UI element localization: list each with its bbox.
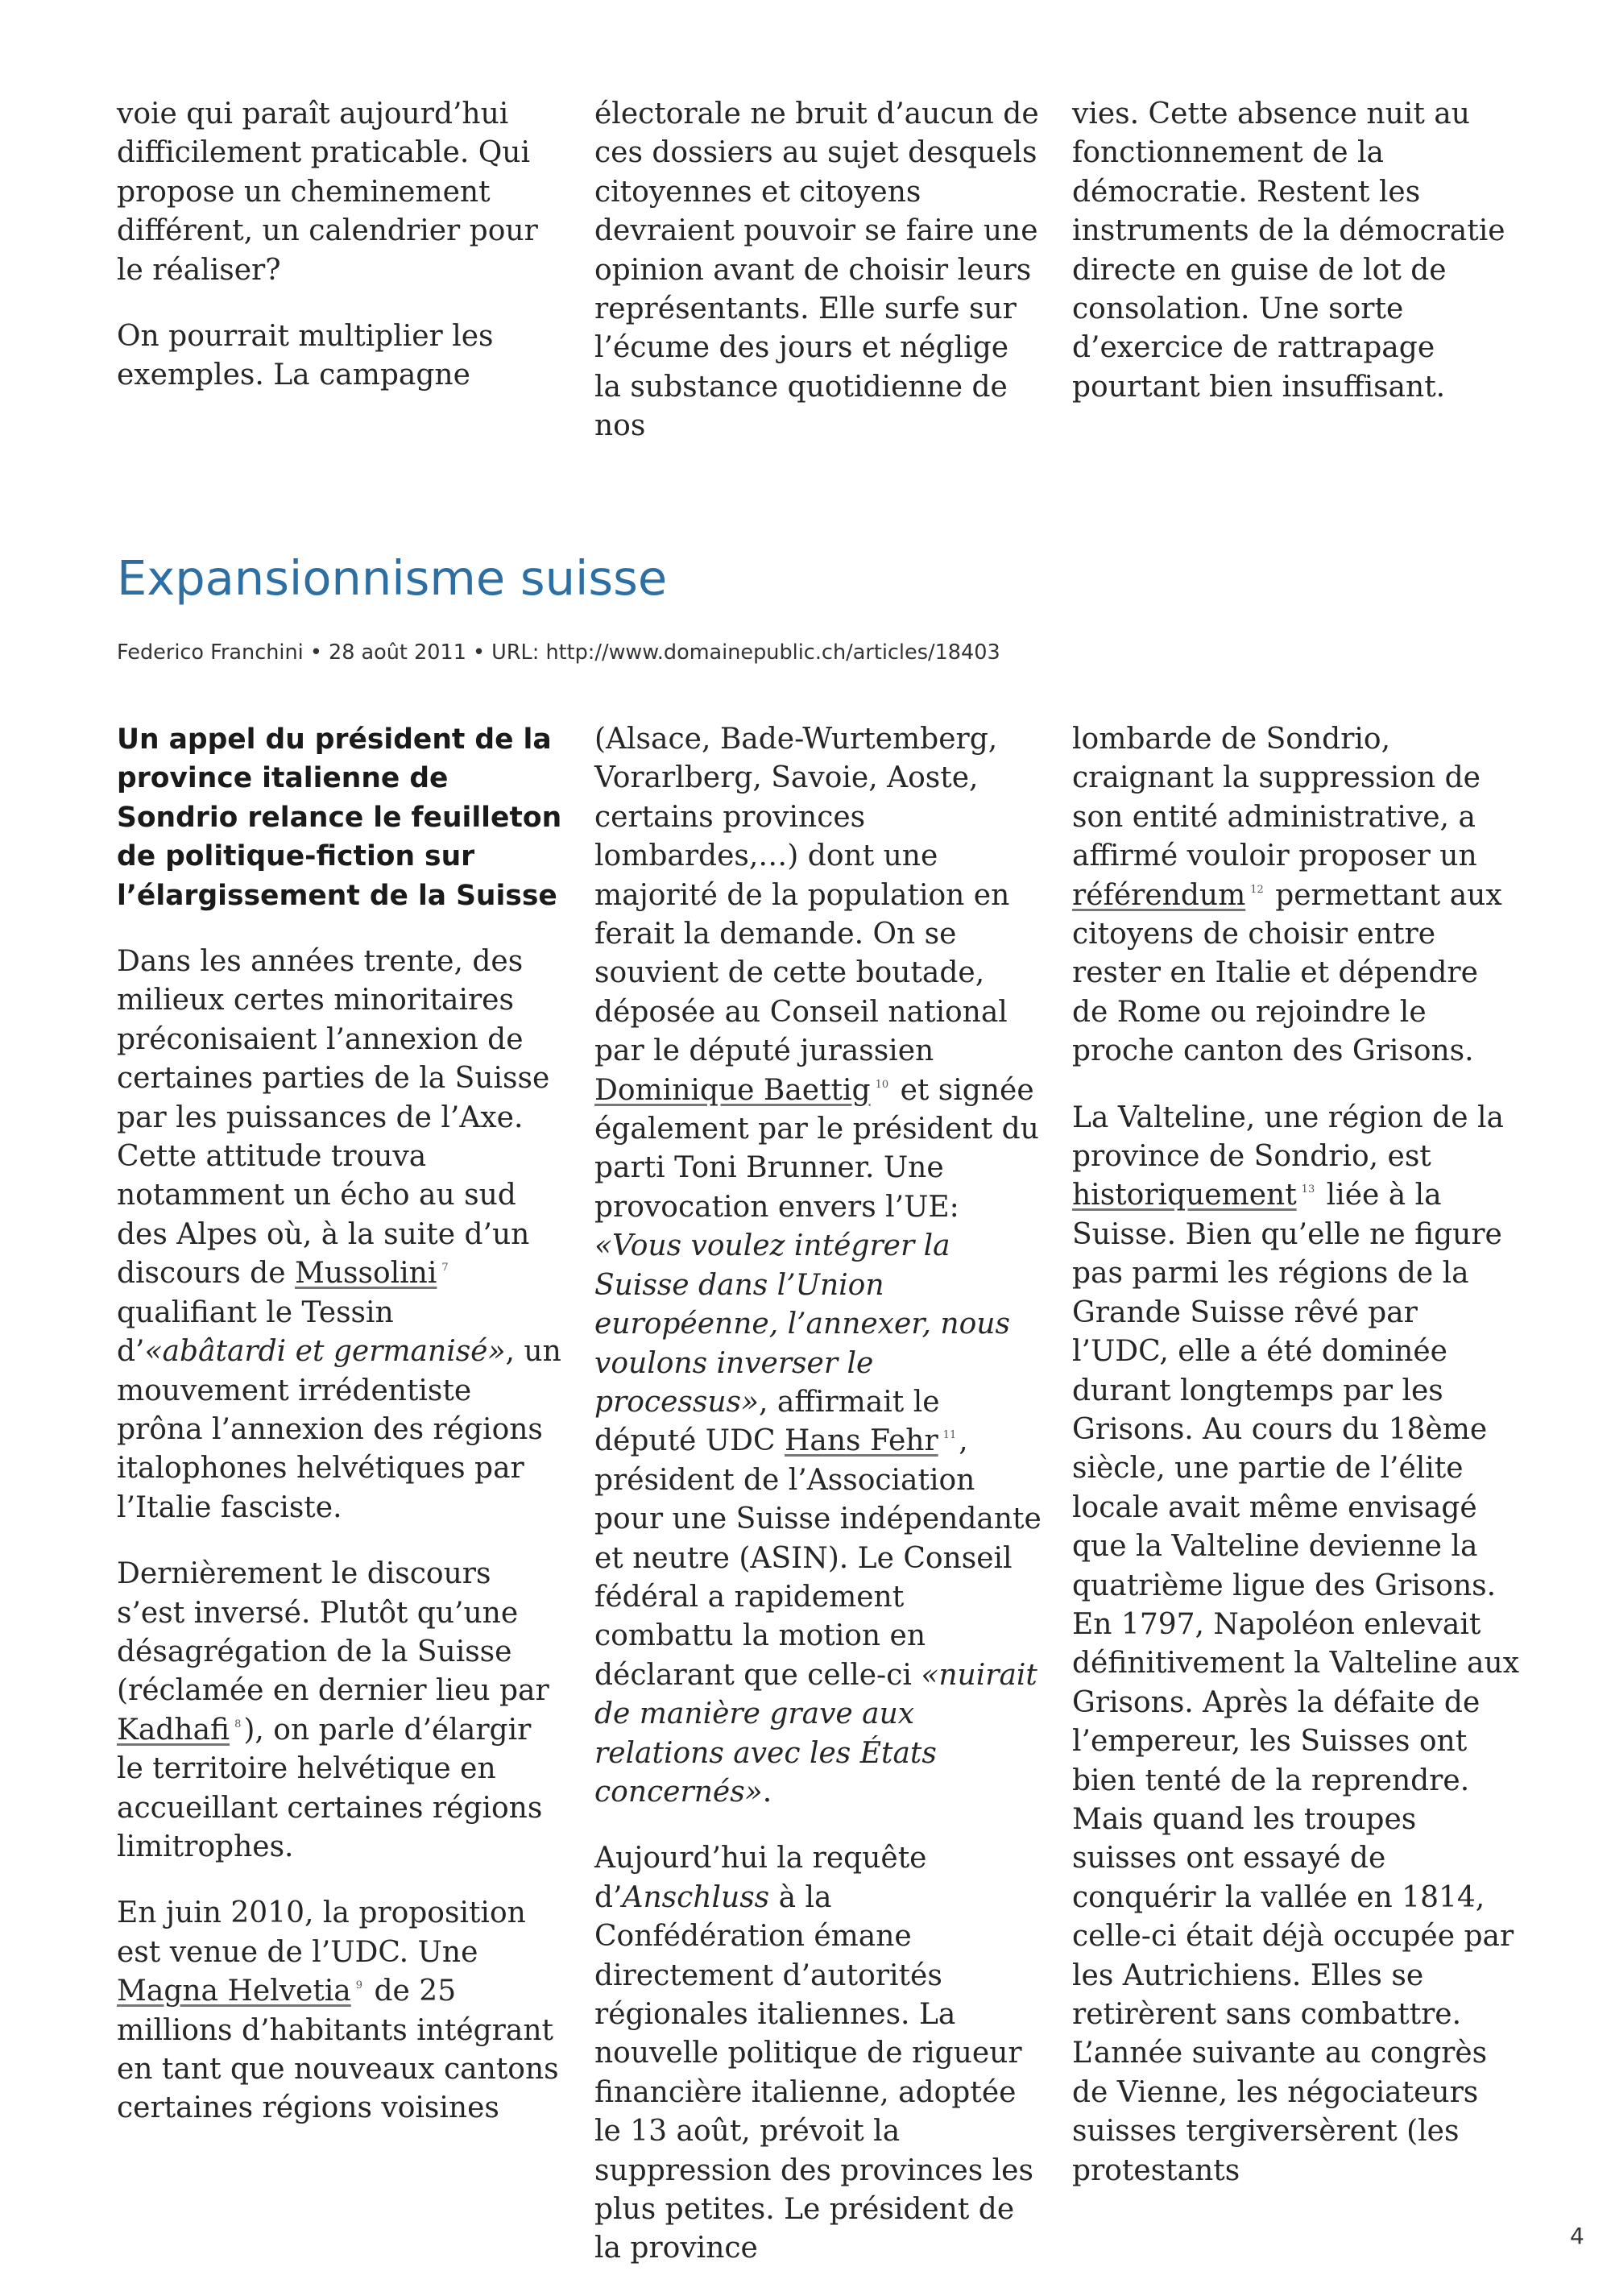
article-column-1 [117,720,564,2156]
link-hans-fehr[interactable]: Hans Fehr [785,1424,938,1458]
paragraph: En juin 2010, la proposition est venue de l’UDC. Une Magna Helvetia $^9$ de 25 millions d’habitants intégrant en tant que nouveaux cantons certaines régions voisines [117,1896,559,2125]
footnote-marker: 10 [875,1078,889,1091]
paragraph: Dans les années trente, des milieux certes minoritaires préconisaient l’annexion de certaines parties de la Suisse par les puissances de l’Axe. Cette attitude trouva notamment un écho au sud des Alpes où, à la suite d’un discours de Mussolini $^7$ qualifiant le Tessin d’«abâtardi et germanisé», un mouvement irrédentiste prôna l’annexion des régions italophones helvétiques par l’Italie fasciste. [117,945,561,1524]
article-title: Expansionnisme suisse [117,550,668,606]
quote: «nuirait de manière grave aux relations avec les États concernés» [594,1658,1037,1809]
quote: «abâtardi et germanisé» [144,1335,506,1369]
link-referendum[interactable]: référendum [1072,878,1246,912]
paragraph: On pourrait multiplier les exemples. La campagne [117,320,494,392]
link-mussolini[interactable]: Mussolini [294,1257,437,1291]
article-byline: Federico Franchini • 28 août 2011 • URL: http://www.domainepublic.ch/articles/18403 [117,640,1000,665]
top-column-2 [594,95,1042,474]
paragraph: électorale ne bruit d’aucun de ces dossiers au sujet desquels citoyennes et citoyens devraient pouvoir se faire une opinion avant de choisir leurs représentants. Elle surfe sur l’écume des jours et néglige la substance quotidienne de nos [594,97,1039,443]
article-column-3 [1072,720,1519,2218]
paragraph: vies. Cette absence nuit au fonctionnement de la démocratie. Restent les instruments de la démocratie directe en guise de lot de consolation. Une sorte d’exercice de rattrapage pourtant bien insuffisant. [1072,97,1505,404]
article-lead: Un appel du président de la province italienne de Sondrio relance le feuilleton de politique-fiction sur l’élargissement de la Suisse [117,723,562,912]
paragraph: Aujourd’hui la requête d’Anschluss à la Confédération émane directement d’autorités régionales italiennes. La nouvelle politique de rigueur financière italienne, adoptée le 13 août, prévoit la suppression des provinces les plus petites. Le président de la province [594,1842,1033,2265]
italic-term: Anschluss [622,1880,770,1914]
paragraph: lombarde de Sondrio, craignant la suppression de son entité administrative, a affirmé vouloir proposer un référendum $^{12}$ permettant aux citoyens de choisir entre rester en Italie et dépendre de Rome ou rejoindre le proche canton des Grisons. [1072,723,1502,1068]
page-number: 4 [1570,2223,1584,2249]
link-magna-helvetia[interactable]: Magna Helvetia [117,1975,351,2008]
link-dominique-baettig[interactable]: Dominique Baettig [594,1073,871,1107]
link-historiquement[interactable]: historiquement [1072,1179,1297,1212]
footnote-marker: 9 [355,1979,363,1992]
article-column-2 [594,720,1042,2296]
quote: «Vous voulez intégrer la Suisse dans l’Union européenne, l’annexer, nous voulons inverser le processus» [594,1229,1010,1419]
top-column-1 [117,95,564,423]
footnote-marker: 13 [1301,1183,1315,1196]
link-kadhafi[interactable]: Kadhafi [117,1713,230,1747]
footnote-marker: 8 [234,1718,242,1730]
paragraph: (Alsace, Bade-Wurtemberg, Vorarlberg, Savoie, Aoste, certains provinces lombardes,…) dont une majorité de la population en ferait la demande. On se souvient de cette boutade, déposée au Conseil national par le député jurassien Dominique Baettig $^{10}$ et signée également par le président du parti Toni Brunner. Une provocation envers l’UE: «Vous voulez intégrer la Suisse dans l’Union européenne, l’annexer, nous voulons inverser le processus», affirmait le député UDC Hans Fehr $^{11}$, président de l’Association pour une Suisse indépendante et neutre (ASIN). Le Conseil fédéral a rapidement combattu la motion en déclarant que celle-ci «nuirait de manière grave aux relations avec les États concernés». [594,723,1042,1809]
footnote-marker: 12 [1250,883,1264,896]
paragraph: voie qui paraît aujourd’hui difficilement praticable. Qui propose un cheminement différent, un calendrier pour le réaliser? [117,97,538,287]
footnote-marker: 11 [942,1429,957,1442]
paragraph: La Valteline, une région de la province de Sondrio, est historiquement $^{13}$ liée à la Suisse. Bien qu’elle ne figure pas parmi les régions de la Grande Suisse rêvé par l’UDC, elle a été dominée durant longtemps par les Grisons. Au cours du 18ème siècle, une partie de l’élite locale avait même envisagé que la Valteline devienne la quatrième ligue des Grisons. En 1797, Napoléon enlevait définitivement la Valteline aux Grisons. Après la défaite de l’empereur, les Suisses ont bien tenté de la reprendre. Mais quand les troupes suisses ont essayé de conquérir la vallée en 1814, celle-ci était déjà occupée par les Autrichiens. Elles se retirèrent sans combattre. L’année suivante au congrès de Vienne, les négociateurs suisses tergiversèrent (les protestants [1072,1100,1519,2187]
footnote-marker: 7 [441,1262,449,1274]
paragraph: Dernièrement le discours s’est inversé. Plutôt qu’une désagrégation de la Suisse (réclamée en dernier lieu par Kadhafi $^8$), on parle d’élargir le territoire helvétique en accueillant certaines régions limitrophes. [117,1557,549,1863]
top-column-3 [1072,95,1519,434]
